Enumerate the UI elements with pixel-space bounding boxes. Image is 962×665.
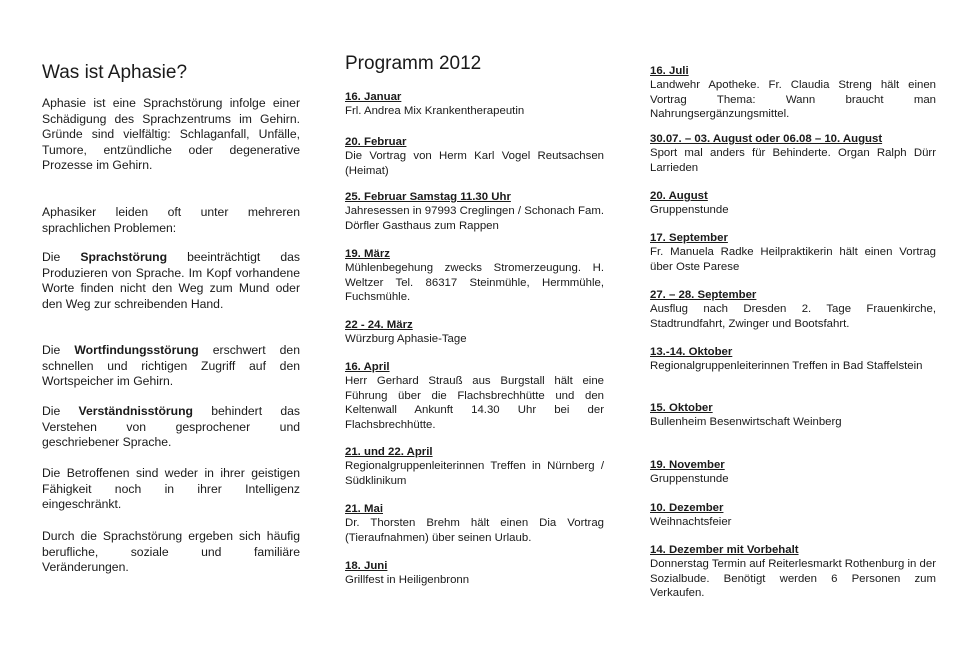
- entry-date: 14. Dezember mit Vorbehalt: [650, 544, 799, 556]
- entry-date: 19. März: [345, 248, 390, 260]
- entry-description: Würzburg Aphasie-Tage: [345, 333, 467, 346]
- program-entry: [345, 90, 604, 119]
- wortfindung-paragraph: [42, 343, 300, 390]
- intro-paragraph: Aphasie ist eine Sprachstörung infolge einer Schädigung des Sprachzentrums im Gehirn. Gründe sind vielfältig: Schlaganfall, Unfälle, Tumore, entzündliche oder degenerative Prozesse im Gehirn.: [42, 96, 300, 173]
- program-entry: [650, 231, 936, 274]
- program-entry: [650, 501, 936, 530]
- para-prefix: Die: [42, 250, 81, 264]
- term-bold: Wortfindungsstörung: [74, 343, 199, 357]
- entry-date: 16. April: [345, 361, 390, 373]
- program-entry: [345, 559, 604, 588]
- entry-description: Bullenheim Besenwirtschaft Weinberg: [650, 416, 842, 429]
- para-body: erschwert den schnellen und richtigen Zugriff auf den Wortspeicher im Gehirn.: [42, 343, 300, 389]
- entry-description: Grillfest in Heiligenbronn: [345, 574, 470, 587]
- program-entry: [650, 132, 936, 175]
- entry-description: Frl. Andrea Mix Krankentherapeutin: [345, 105, 525, 118]
- program-entry: [345, 360, 604, 432]
- entry-date: 17. September: [650, 232, 728, 244]
- entry-description: Weihnachtsfeier: [650, 516, 732, 529]
- verstaendnis-paragraph: [42, 404, 300, 451]
- entry-description: Gruppenstunde: [650, 473, 729, 486]
- program-entry: [650, 345, 936, 374]
- entry-description: Regionalgruppenleiterinnen Treffen in Nürnberg / Südklinikum: [345, 460, 604, 487]
- program-title: Programm 2012: [345, 53, 482, 74]
- para-body: beeinträchtigt das Produzieren von Sprache. Im Kopf vorhandene Worte finden nicht den Weg zum Mund oder den Weg zur schreibenden Hand.: [42, 250, 300, 311]
- entry-description: Gruppenstunde: [650, 204, 729, 217]
- page-title-aphasia: Was ist Aphasie?: [42, 62, 188, 83]
- program-entry: [650, 458, 936, 487]
- entry-description: Jahresessen in 97993 Creglingen / Schonach Fam. Dörfler Gasthaus zum Rappen: [345, 205, 604, 232]
- para-prefix: Die: [42, 343, 75, 357]
- program-entry: [650, 288, 936, 331]
- entry-description: Fr. Manuela Radke Heilpraktikerin hält einen Vortrag über Oste Parese: [650, 246, 936, 273]
- entry-date: 27. – 28. September: [650, 289, 757, 301]
- entry-description: Herr Gerhard Strauß aus Burgstall hält eine Führung über die Flachsbrechhütte und den Keltenwall Ankunft 14.30 Uhr bei der Flachsbrechhütte.: [345, 375, 604, 431]
- entry-date: 21. Mai: [345, 503, 383, 515]
- entry-description: Donnerstag Termin auf Reiterlesmarkt Rothenburg in der Sozialbude. Benötigt werden 6 Personen zum Verkaufen.: [650, 558, 936, 600]
- entry-date: 10. Dezember: [650, 502, 724, 514]
- program-entry: [650, 401, 936, 430]
- entry-date: 19. November: [650, 459, 725, 471]
- entry-description: Regionalgruppenleiterinnen Treffen in Bad Staffelstein: [650, 360, 923, 373]
- program-entry: [345, 445, 604, 488]
- program-entry: [345, 135, 604, 178]
- entry-date: 30.07. – 03. August oder 06.08 – 10. August: [650, 133, 883, 145]
- term-bold: Sprachstörung: [80, 250, 168, 264]
- entry-description: Sport mal anders für Behinderte. Organ Ralph Dürr Larrieden: [650, 147, 936, 174]
- program-entry: [345, 502, 604, 545]
- consequences-paragraph: Durch die Sprachstörung ergeben sich häufig berufliche, soziale und familiäre Veränderungen.: [42, 529, 300, 575]
- program-entry: [345, 318, 604, 347]
- entry-date: 16. Januar: [345, 91, 402, 103]
- entry-date: 16. Juli: [650, 65, 689, 77]
- program-entry: [345, 190, 604, 233]
- entry-date: 15. Oktober: [650, 402, 713, 414]
- entry-description: Landwehr Apotheke. Fr. Claudia Streng hält einen Vortrag Thema: Wann braucht man Nahrungsergänzungsmittel.: [650, 79, 936, 121]
- entry-date: 22 - 24. März: [345, 319, 413, 331]
- program-entry: [345, 247, 604, 305]
- entry-description: Ausflug nach Dresden 2. Tage Frauenkirche, Stadtrundfahrt, Zwinger und Bootsfahrt.: [650, 303, 936, 330]
- term-bold: Verständnisstörung: [78, 404, 193, 418]
- program-entry: [650, 64, 936, 122]
- program-entry: [650, 189, 936, 218]
- problems-paragraph: Aphasiker leiden oft unter mehreren sprachlichen Problemen:: [42, 205, 300, 235]
- entry-date: 13.-14. Oktober: [650, 346, 733, 358]
- entry-description: Dr. Thorsten Brehm hält einen Dia Vortrag (Tieraufnahmen) über seinen Urlaub.: [345, 517, 604, 544]
- entry-date: 25. Februar Samstag 11.30 Uhr: [345, 191, 511, 203]
- sprachstoerung-paragraph: [42, 250, 300, 312]
- entry-date: 21. und 22. April: [345, 446, 433, 458]
- para-body: behindert das Verstehen von gesprochener und geschriebener Sprache.: [42, 404, 300, 450]
- para-prefix: Die: [42, 404, 79, 418]
- betroffene-paragraph: Die Betroffenen sind weder in ihrer geistigen Fähigkeit noch in ihrer Intelligenz eingeschränkt.: [42, 466, 300, 512]
- entry-date: 20. Februar: [345, 136, 407, 148]
- entry-description: Die Vortrag von Herm Karl Vogel Reutsachsen (Heimat): [345, 150, 604, 177]
- entry-date: 18. Juni: [345, 560, 388, 572]
- entry-date: 20. August: [650, 190, 708, 202]
- entry-description: Mühlenbegehung zwecks Stromerzeugung. H. Weltzer Tel. 86317 Steinmühle, Hermmühle, Fuchsmühle.: [345, 262, 604, 304]
- program-entry: [650, 543, 936, 601]
